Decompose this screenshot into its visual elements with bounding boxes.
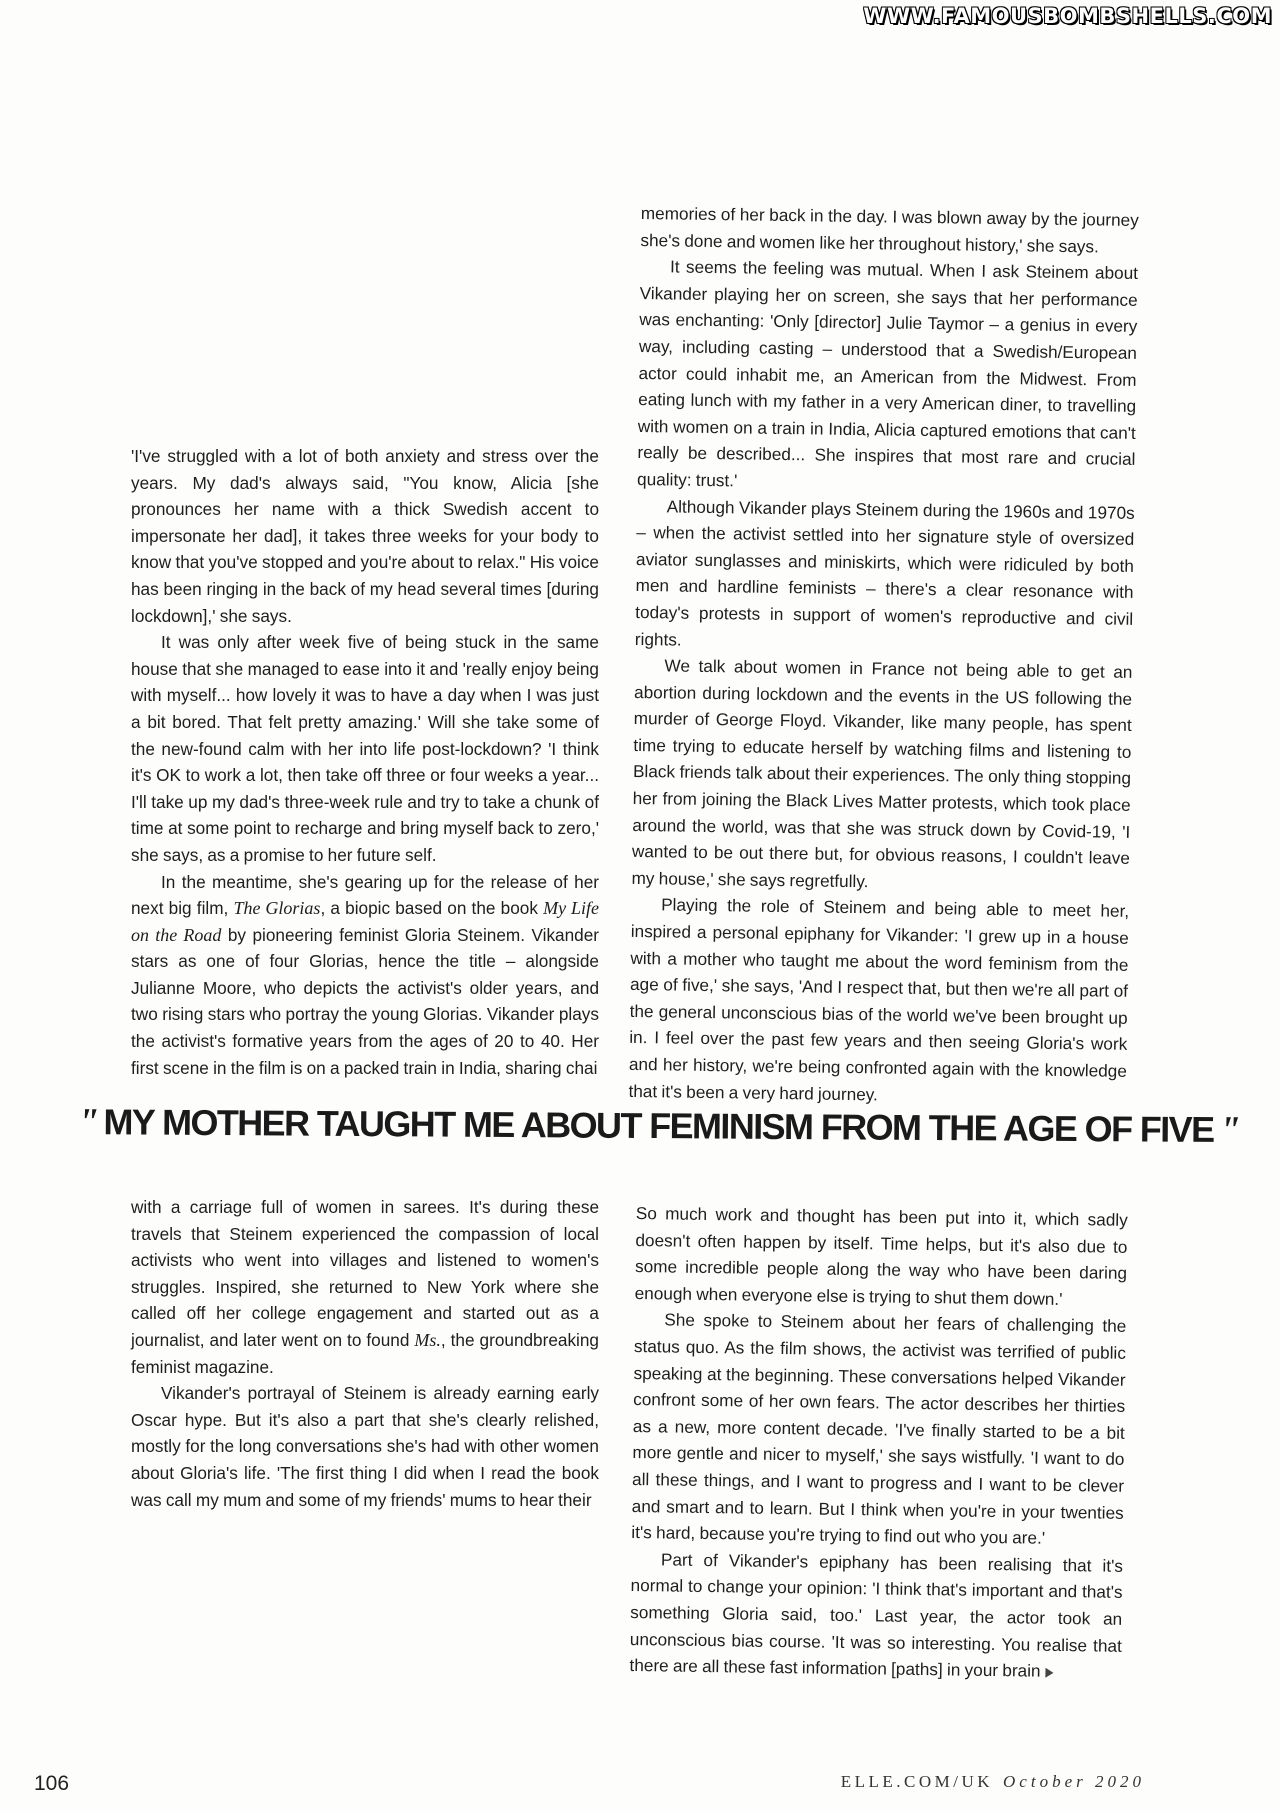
paragraph: She spoke to Steinem about her fears of challenging the status quo. As the film shows, the activist was terrified of public speaking at the beginning. These conversations helped Vikander confront some of her own fears. The actor describes her thirties as a new, more content decade. 'I've finally started to be a bit more gentle and nicer to myself,' she says wistfully. 'I want to do all these things, and I want to progress and I want to be clever and smart and to learn. But I think when you're in your twenties it's hard, because you're trying to find out who you are.' — [631, 1309, 1127, 1548]
page-number: 106 — [34, 1772, 70, 1795]
paragraph: Playing the role of Steinem and being able to meet her, inspired a personal epiphany for Vikander: 'I grew up in a house with a mother who taught me about the word feminism from the age of five,' she says, 'And I respect that, but then we're all part of the general unconscious bias of the world we've been brought up in. I feel over the past few years and then seeing Gloria's work and her history, we're being confronted again with the knowledge that it's been a very hard journey. — [628, 894, 1130, 1104]
pull-quote-text: MY MOTHER TAUGHT ME ABOUT FEMINISM FROM THE AGE OF FIVE — [103, 1101, 1214, 1150]
close-quote-mark: " — [1219, 1109, 1240, 1152]
paragraph: memories of her back in the day. I was blown away by the journey she's done and women like her throughout history,' she says. — [640, 202, 1139, 256]
paragraph: Although Vikander plays Steinem during the 1960s and 1970s – when the activist settled into her signature style of oversized aviator sunglasses and miniskirts, which were ridiculed by both men and hardline feminists – there's a clear resonance with today's protests in support of women's reproductive and civil rights. — [634, 495, 1135, 650]
paragraph: In the meantime, she's gearing up for the release of her next big film, The Glorias, a biopic based on the book My Life on the Road by pioneering feminist Gloria Steinem. Vikander stars as one of four Glorias, hence the title – alongside Julianne Moore, who depicts the activist's older years, and two rising stars who portray the young Glorias. Vikander plays the activist's formative years from the ages of 20 to 40. Her first scene in the film is on a packed train in India, sharing chai — [131, 871, 600, 1078]
film-title: The Glorias — [233, 898, 321, 919]
paragraph: We talk about women in France not being able to get an abortion during lockdown and the events in the US following the murder of George Floyd. Vikander, like many people, has spent time trying to educate herself by watching films and listening to Black friends talk about their experiences. The only thing stopping her from joining the Black Lives Matter protests, which took place around the world, was that she was struck down by Covid-19, 'I wanted to be out there but, for obvious reasons, I couldn't leave my house,' she says regretfully. — [631, 655, 1133, 892]
paragraph: Part of Vikander's epiphany has been realising that it's normal to change your opinion: 'I think that's important and that's something Gloria said, too.' Last year, the actor took an unconscious bias course. 'It was so interesting. You realise that there are all these fast information [paths] in your brain — [629, 1549, 1124, 1681]
book-title: My Life on the Road — [131, 898, 600, 945]
magazine-title: Ms. — [414, 1329, 441, 1350]
paragraph: So much work and thought has been put into it, which sadly doesn't often happen by itself. Time helps, but it's also due to some incredible people along the way who have been daring enough when everyone else is trying to shut them down.' — [634, 1202, 1128, 1309]
continue-arrow-icon — [1045, 1667, 1053, 1677]
paragraph: with a carriage full of women in sarees. It's during these travels that Steinem experienced the compassion of local activists who went into villages and listened to women's struggles. Inspired, she returned to New York where she called off her college engagement and started out as a journalist, and later went on to found Ms., the groundbreaking feminist magazine. — [131, 1197, 599, 1377]
article-column-bottom-left — [131, 1194, 599, 1513]
paragraph: It was only after week five of being stuck in the same house that she managed to ease into it and 'really enjoy being with myself... how lovely it was to have a day when I was just a bit bored. That felt pretty amazing.' Will she take some of the new-found calm with her into life post-lockdown? 'I think it's OK to work a lot, then take off three or four weeks a year... I'll take up my dad's three-week rule and try to take a chunk of time at some point to recharge and bring myself back to zero,' she says, as a promise to her future self. — [131, 632, 599, 865]
paragraph: 'I've struggled with a lot of both anxiety and stress over the years. My dad's always said, "You know, Alicia [she pronounces her name with a thick Swedish accent to impersonate her dad], it takes three weeks for your body to know that you've stopped and you're about to relax." His voice has been ringing in the back of my head several times [during lockdown],' she says. — [131, 446, 599, 626]
brand-url: ELLE.COM/UK — [840, 1772, 994, 1791]
footer-brand — [841, 1772, 1145, 1792]
watermark-text: WWW.FAMOUSBOMBSHELLS.COM — [863, 4, 1272, 28]
paragraph: It seems the feeling was mutual. When I ask Steinem about Vikander playing her on screen, she says that her performance was enchanting: 'Only [director] Julie Taymor – a genius in every way, including casting – understood that a Swedish/European actor could inhabit me, an American from the Midwest. From eating lunch with my father in a very American diner, to travelling with women on a train in India, Alicia captured emotions that can't really be described... She inspires that most rare and crucial quality: trust.' — [636, 256, 1139, 491]
article-column-top-right — [628, 200, 1139, 1111]
open-quote-mark: " — [77, 1101, 98, 1144]
pull-quote — [72, 1100, 1240, 1152]
article-column-top-left — [131, 443, 599, 1081]
issue-date: October 2020 — [1003, 1772, 1145, 1791]
paragraph: Vikander's portrayal of Steinem is already earning early Oscar hype. But it's also a part that she's clearly relished, mostly for the long conversations she's had with other women about Gloria's life. 'The first thing I did when I read the book was call my mum and some of my friends' mums to hear their — [131, 1383, 599, 1510]
article-column-bottom-right — [629, 1200, 1128, 1686]
